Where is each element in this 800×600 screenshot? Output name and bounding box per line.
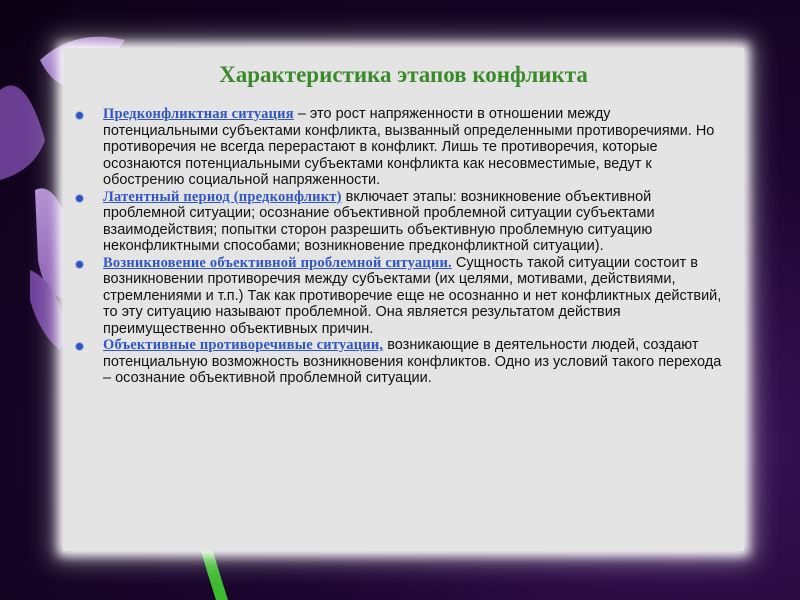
term-link[interactable]: Предконфликтная ситуация bbox=[103, 106, 294, 122]
content-panel bbox=[63, 48, 744, 551]
item-text: возникающие в деятельности людей, создают потенциальную возможность возникновения конфликтов. Одно из условий такого перехода – осознание объективной проблемной ситуации. bbox=[103, 337, 722, 386]
list-item bbox=[75, 337, 727, 387]
bullet-icon bbox=[75, 342, 84, 351]
term-link[interactable]: Латентный период (предконфликт) bbox=[103, 188, 342, 205]
item-text: включает этапы: возникновение объективной проблемной ситуации; осознание объективной проблемной ситуации субъектами взаимодействия; попытки сторон разрешить объективную проблемную ситуацию неконфликтными способами; возникновение предконфликтной ситуации). bbox=[103, 188, 655, 254]
bullet-icon bbox=[75, 111, 84, 120]
item-text: Сущность такой ситуации состоит в возникновении противоречия между субъектами (их целями, мотивами, действиями, стремлениями и т.п.) Так как противоречие еще не осознанно и нет конфликтных действий, то эту ситуацию называют проблемной. Она является результатом действия преимущественно объективных причин. bbox=[103, 254, 722, 337]
term-link[interactable]: Объективные противоречивые ситуации, bbox=[103, 337, 384, 353]
list-item bbox=[75, 106, 727, 189]
bullet-icon bbox=[75, 260, 84, 269]
list-item bbox=[75, 255, 727, 338]
list-item bbox=[75, 189, 727, 255]
bullet-icon bbox=[75, 194, 84, 203]
term-link[interactable]: Возникновение объективной проблемной ситуации. bbox=[103, 254, 452, 271]
slide-title: Характеристика этапов конфликта bbox=[219, 62, 588, 87]
bullet-list bbox=[75, 106, 727, 387]
item-text: – это рост напряженности в отношении между потенциальными субъектами конфликта, вызванный определенными противоречиями. Но противоречия не всегда перерастают в конфликт. Лишь те противоречия, которые осознаются потенциальными субъектами конфликта как несовместимые, ведут к обострению социальной напряженности. bbox=[103, 106, 715, 188]
